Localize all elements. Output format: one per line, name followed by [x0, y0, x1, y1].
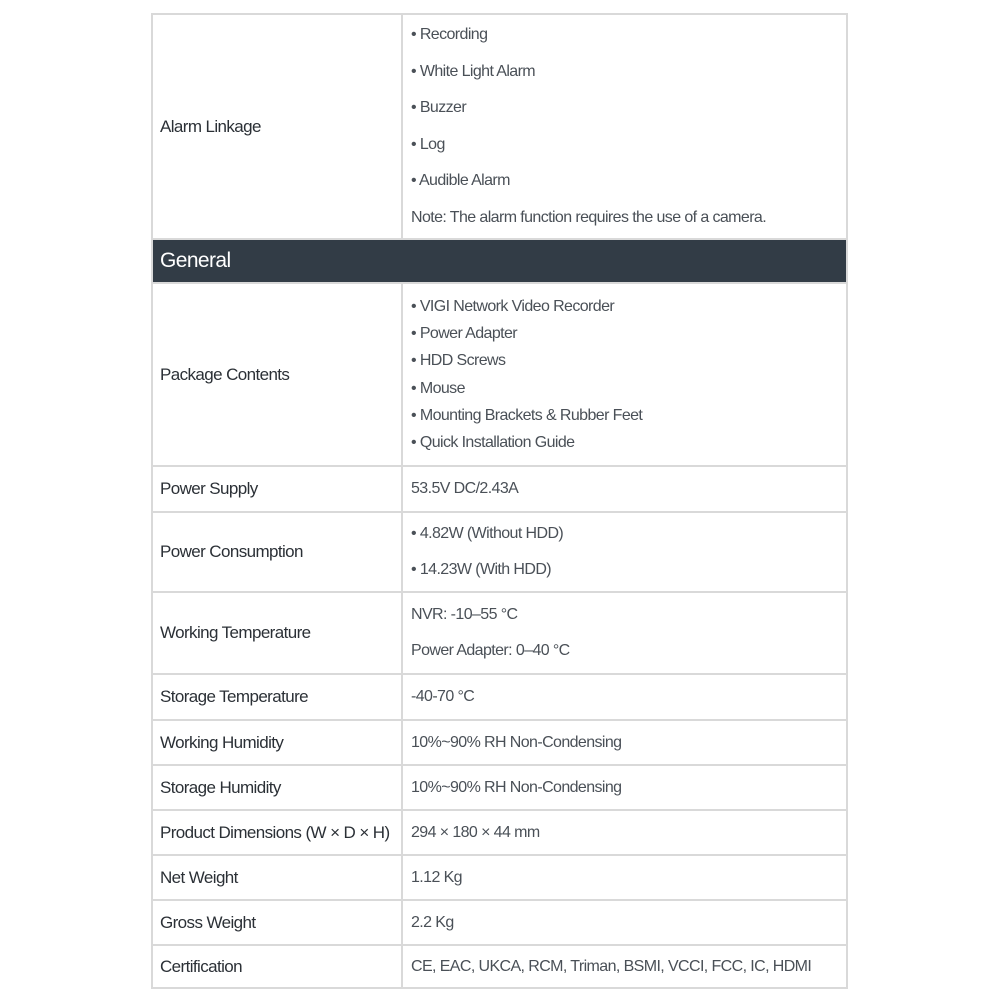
row-label: Working Humidity	[153, 721, 403, 764]
row-label: Net Weight	[153, 856, 403, 899]
row-product-dimensions	[153, 809, 846, 854]
row-value	[403, 593, 846, 673]
value-text: 53.5V DC/2.43A	[411, 480, 519, 497]
value-text: -40-70 °C	[411, 688, 475, 705]
row-label: Working Temperature	[153, 593, 403, 673]
row-working-humidity	[153, 719, 846, 764]
list-item: • White Light Alarm	[411, 62, 536, 80]
row-value	[403, 513, 846, 591]
row-package-contents	[153, 282, 846, 465]
row-value	[403, 811, 846, 854]
list-item: • Mounting Brackets & Rubber Feet	[411, 406, 643, 424]
row-value	[403, 721, 846, 764]
list-item: • Audible Alarm	[411, 172, 510, 189]
row-label: Power Supply	[153, 467, 403, 511]
list-item: • Power Adapter	[411, 324, 518, 342]
list-item: • Mouse	[411, 379, 465, 397]
row-value	[403, 467, 846, 511]
list-item: • Recording	[411, 26, 488, 43]
row-storage-humidity	[153, 764, 846, 809]
list-item: • Log	[411, 135, 445, 153]
row-power-supply	[153, 465, 846, 511]
value-text: 2.2 Kg	[411, 913, 454, 931]
list-item: • HDD Screws	[411, 352, 506, 370]
row-value	[403, 284, 846, 465]
row-label: Storage Temperature	[153, 675, 403, 719]
section-header-general: General	[153, 238, 846, 282]
row-value	[403, 766, 846, 809]
value-text: 10%~90% RH Non-Condensing	[411, 778, 622, 796]
spec-table	[151, 13, 848, 989]
row-label: Alarm Linkage	[153, 15, 403, 238]
list-item: • Buzzer	[411, 99, 467, 116]
row-gross-weight	[153, 899, 846, 944]
row-certification	[153, 944, 846, 987]
row-value	[403, 15, 846, 238]
row-value	[403, 946, 846, 987]
row-alarm-linkage	[153, 15, 846, 238]
row-label: Certification	[153, 946, 403, 987]
list-item: • 14.23W (With HDD)	[411, 561, 551, 578]
row-label: Product Dimensions (W × D × H)	[153, 811, 403, 854]
value-text: 294 × 180 × 44 mm	[411, 823, 540, 841]
row-storage-temperature	[153, 673, 846, 719]
list-item: • Quick Installation Guide	[411, 434, 575, 452]
row-value	[403, 856, 846, 899]
list-item: • VIGI Network Video Recorder	[411, 297, 615, 315]
value-line: Power Adapter: 0–40 °C	[411, 642, 570, 659]
row-label: Package Contents	[153, 284, 403, 465]
value-text: 10%~90% RH Non-Condensing	[411, 733, 622, 751]
row-label: Gross Weight	[153, 901, 403, 944]
list-item: • 4.82W (Without HDD)	[411, 524, 564, 542]
row-value	[403, 901, 846, 944]
value-line: NVR: -10–55 °C	[411, 605, 518, 623]
value-text: CE, EAC, UKCA, RCM, Triman, BSMI, VCCI, FCC, IC, HDMI	[411, 957, 812, 975]
note-text: Note: The alarm function requires the use of a camera.	[411, 208, 767, 226]
row-value	[403, 675, 846, 719]
row-net-weight	[153, 854, 846, 899]
row-label: Power Consumption	[153, 513, 403, 591]
row-label: Storage Humidity	[153, 766, 403, 809]
row-working-temperature	[153, 591, 846, 673]
row-power-consumption	[153, 511, 846, 591]
value-text: 1.12 Kg	[411, 868, 462, 886]
